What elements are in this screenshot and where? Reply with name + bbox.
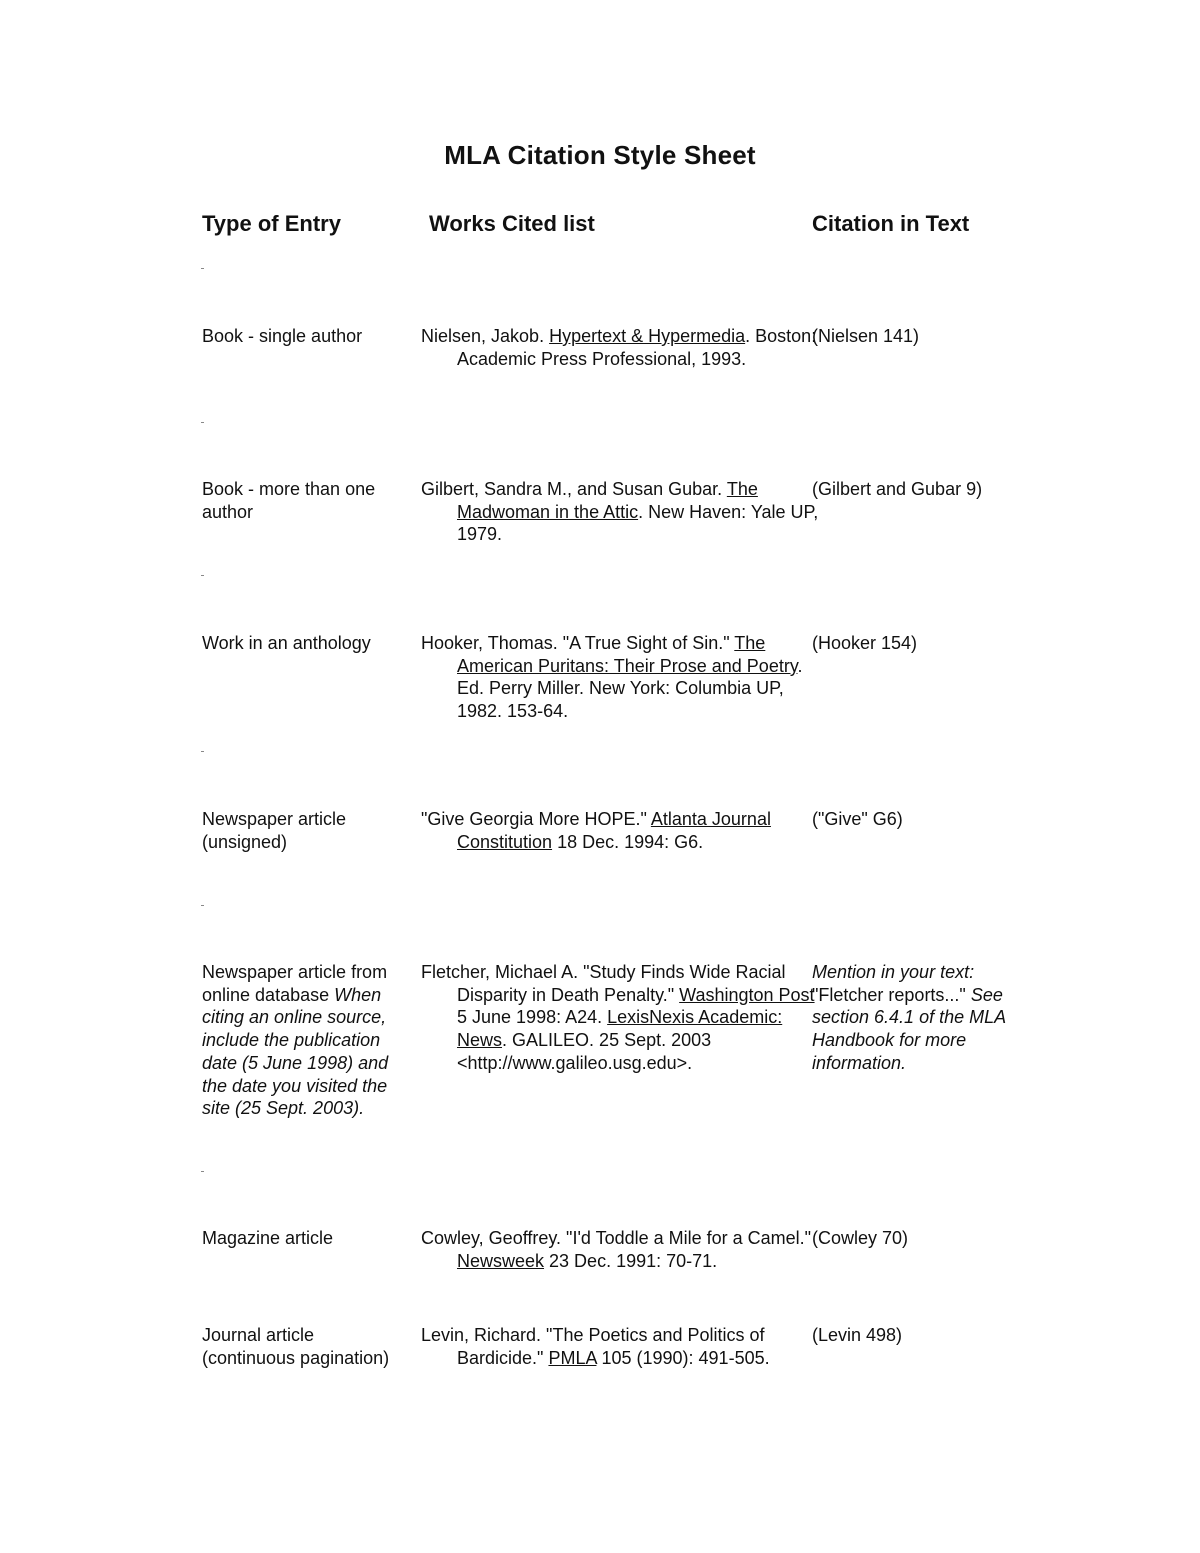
book-title: Hypertext & Hypermedia (549, 326, 746, 346)
in-text-citation: (Levin 498) (812, 1325, 903, 1345)
header-works-cited: Works Cited list (429, 211, 595, 236)
entry-type: Book - more than one author (202, 479, 376, 522)
newspaper-title: Washington Post (679, 984, 815, 1005)
header-type-of-entry: Type of Entry (202, 211, 341, 236)
entry-type: Magazine article (202, 1228, 334, 1248)
separator-mark (201, 751, 204, 752)
works-cited-entry: "Give Georgia More HOPE." Atlanta Journal Constitution 18 Dec. 1994: G6. (421, 809, 771, 852)
works-cited-entry: Nielsen, Jakob. Hypertext & Hypermedia. Boston: Academic Press Professional, 1993. (421, 326, 817, 369)
in-text-citation: (Gilbert and Gubar 9) (812, 479, 983, 499)
book-title: The Madwoman in the Attic (457, 479, 758, 522)
newspaper-title: Atlanta Journal Constitution (457, 809, 771, 852)
in-text-citation: ("Give" G6) (812, 809, 903, 829)
entry-type: Journal article (continuous pagination) (202, 1325, 390, 1368)
separator-mark (201, 1171, 204, 1172)
separator-mark (201, 575, 204, 576)
journal-title: PMLA (548, 1347, 597, 1368)
database-title: LexisNexis Academic: News (457, 1007, 783, 1051)
entry-note: When citing an online source, include the publication date (5 June 1998) and the date you visited the site (25 Sept. 2003). (202, 984, 389, 1119)
entry-type: Book - single author (202, 326, 363, 346)
in-text-citation: (Cowley 70) (812, 1228, 909, 1248)
magazine-title: Newsweek (457, 1250, 545, 1271)
works-cited-entry: Gilbert, Sandra M., and Susan Gubar. The Madwoman in the Attic. New Haven: Yale UP, 1979. (421, 479, 819, 545)
entry-type: Newspaper article (unsigned) (202, 809, 347, 852)
entry-type: Newspaper article from online database When citing an online source, include the publication date (5 June 1998) and the date you visited the site (25 Sept. 2003). (202, 962, 389, 1119)
works-cited-entry: Hooker, Thomas. "A True Sight of Sin." The American Puritans: Their Prose and Poetry. Ed. Perry Miller. New York: Columbia UP, 1982. 153-64. (421, 633, 803, 722)
works-cited-entry: Fletcher, Michael A. "Study Finds Wide Racial Disparity in Death Penalty." Washington Post 5 June 1998: A24. LexisNexis Academic: News. GALILEO. 25 Sept. 2003 <http://www.galileo.usg.edu>. (421, 962, 815, 1073)
separator-mark (201, 905, 204, 906)
in-text-citation: (Nielsen 141) (812, 326, 920, 346)
separator-mark (201, 268, 204, 269)
in-text-citation: (Hooker 154) (812, 633, 918, 653)
in-text-citation: Mention in your text: "Fletcher reports..." See section 6.4.1 of the MLA Handbook for more information. (812, 962, 1006, 1073)
anthology-title: The American Puritans: Their Prose and Poetry (457, 633, 798, 676)
works-cited-entry: Cowley, Geoffrey. "I'd Toddle a Mile for a Camel." Newsweek 23 Dec. 1991: 70-71. (421, 1228, 812, 1271)
entry-type: Work in an anthology (202, 633, 371, 653)
page-title: MLA Citation Style Sheet (444, 140, 756, 170)
header-citation-in-text: Citation in Text (812, 211, 970, 236)
works-cited-entry: Levin, Richard. "The Poetics and Politics of Bardicide." PMLA 105 (1990): 491-505. (421, 1325, 770, 1368)
separator-mark (201, 422, 204, 423)
